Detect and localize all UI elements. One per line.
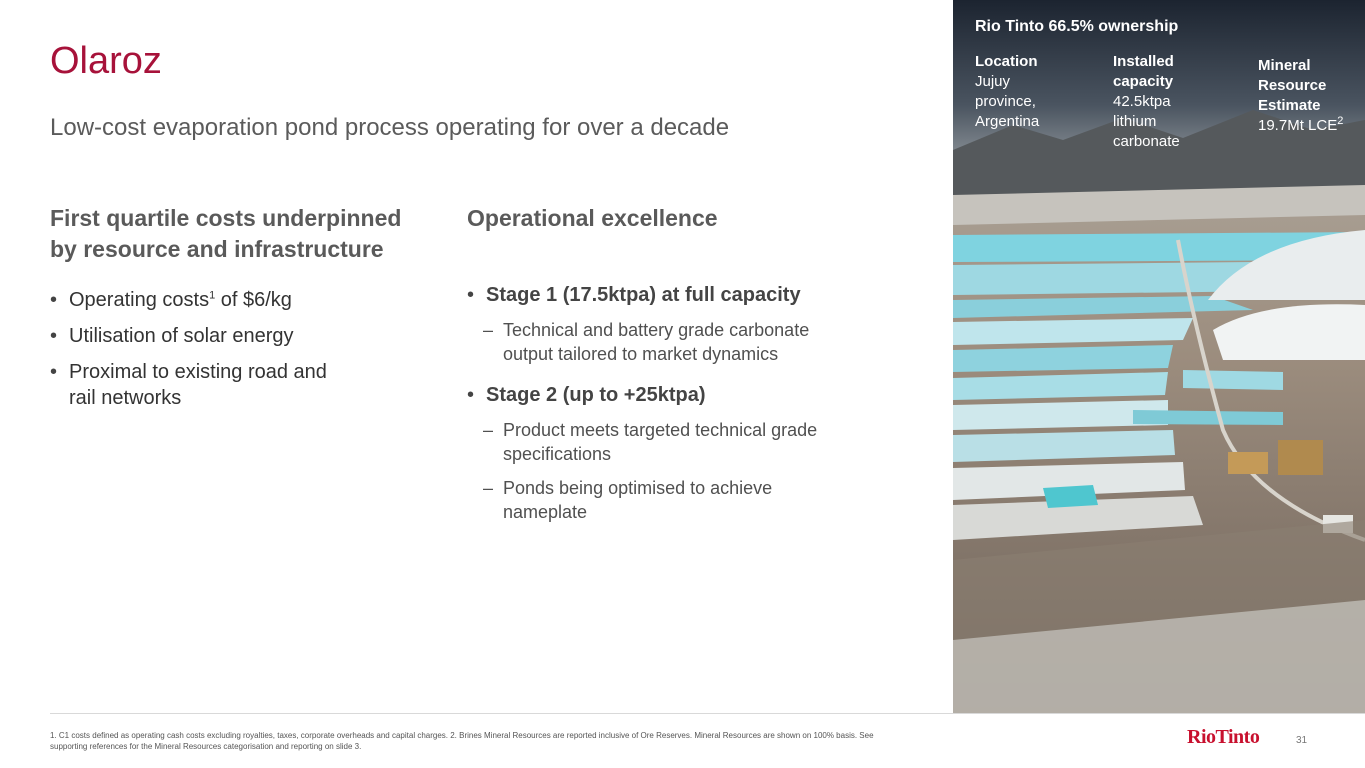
page-subtitle: Low-cost evaporation pond process operating for over a decade — [50, 114, 730, 141]
middle-column-heading: Operational excellence — [467, 205, 718, 231]
stat-location: Location Jujuy province, Argentina — [975, 53, 1040, 130]
stage2-bullet: • Stage 2 (up to +25ktpa) — [467, 382, 907, 408]
bullet-solar-energy: • Utilisation of solar energy — [50, 323, 445, 349]
stat-mineral-resource: Mineral Resource Estimate 19.7Mt LCE$^2$ — [1258, 57, 1344, 134]
stat-installed-capacity: Installed capacity 42.5ktpa lithium carbonate — [1113, 53, 1180, 150]
page-title: Olaroz — [50, 40, 162, 82]
footnote: 1. C1 costs defined as operating cash costs excluding royalties, taxes, corporate overheads and capital charges. 2. Brines Mineral Resources are reported inclusive of Ore Reserves. Mineral Resources are shown on 100% basis. See supporting references for the Mineral Resources categorisation and reporting on slide 3. — [50, 731, 874, 751]
stage1-sub-item: – Technical and battery grade carbonate output tailored to market dynamics — [467, 318, 907, 366]
middle-column — [467, 203, 907, 524]
page-number: 31 — [1296, 735, 1308, 746]
bullet-operating-costs: • Operating costs$^1$ of $6/kg — [50, 287, 445, 313]
ownership-label: Rio Tinto 66.5% ownership — [975, 18, 1179, 35]
rio-tinto-logo: RioTinto — [1187, 726, 1260, 748]
stage2-sub-item: – Product meets targeted technical grade specifications — [467, 418, 907, 466]
left-column — [50, 203, 445, 421]
left-column-heading: First quartile costs underpinned by resource and infrastructure — [50, 205, 402, 262]
olaroz-aerial-photo — [953, 0, 1365, 713]
stage1-bullet: • Stage 1 (17.5ktpa) at full capacity — [467, 282, 907, 308]
stage2-sub-item: – Ponds being optimised to achieve nameplate — [467, 476, 907, 524]
left-bullet-list — [50, 287, 445, 411]
bullet-proximal-networks: • Proximal to existing road and rail networks — [50, 359, 445, 411]
footer-divider — [50, 713, 1365, 714]
stage-list — [467, 282, 907, 524]
